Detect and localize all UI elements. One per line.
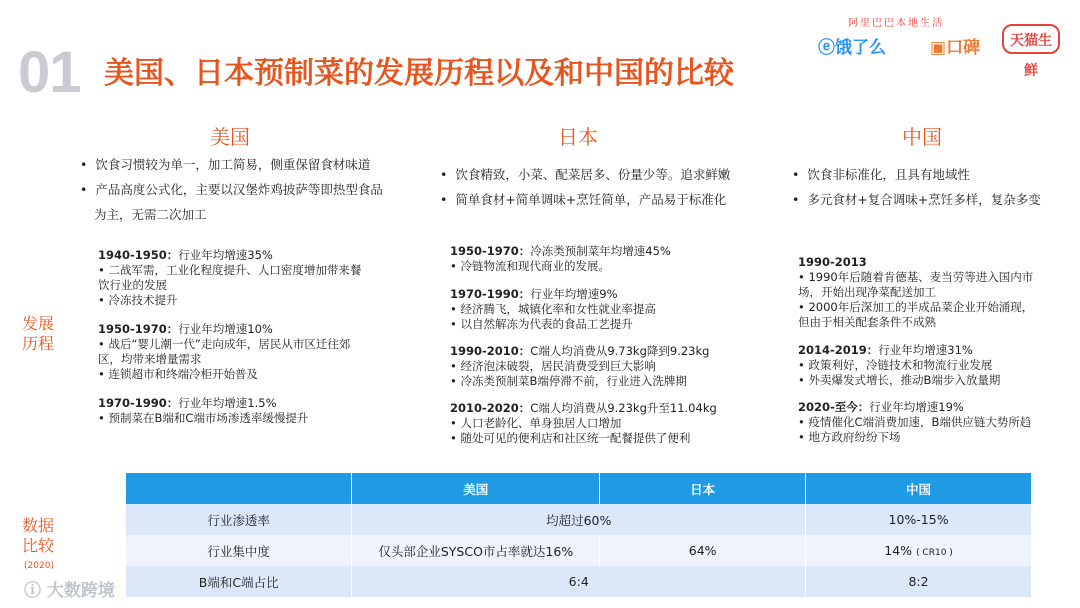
table-header-cell <box>126 473 352 504</box>
timeline-block: 1950-1970：行业年均增速10% • 战后“婴儿潮一代”走向成年，居民从市区迁往郊 区，均带来增量需求 • 连锁超市和终端冷柜开始普及 <box>98 322 351 381</box>
side-label-history: 发展历程 <box>22 314 55 353</box>
eleme-logo <box>818 33 886 58</box>
tmall-fresh-logo: 天猫生鲜 <box>1002 24 1060 54</box>
eleme-icon: ⓔ <box>818 38 835 58</box>
column-header-jp: 日本 <box>558 125 598 149</box>
table-row <box>126 535 1032 566</box>
us-timeline <box>98 248 361 435</box>
table-row <box>126 566 1032 597</box>
table-header-cell: 中国 <box>806 473 1032 504</box>
table-cell: 64% <box>600 535 806 566</box>
timeline-block: 1970-1990：行业年均增速1.5% • 预制菜在B端和C端市场渗透率缓慢提升 <box>98 396 309 425</box>
timeline-block: 1950-1970：冷冻类预制菜年均增速45% • 冷链物流和现代商业的发展。 <box>450 244 671 273</box>
table-header-row <box>126 473 1032 504</box>
row-label: 行业渗透率 <box>126 504 352 535</box>
timeline-block: 1990-2013 • 1990年后随着肯德基、麦当劳等进入国内市 场，开始出现净菜配送加工 • 2000年后深加工的半成品菜企业开始涌现， 但由于相关配套条件不成熟 <box>798 255 1034 329</box>
table-cell: 8:2 <box>806 566 1032 597</box>
table-cell: 仅头部企业SYSCO市占率就达16% <box>352 535 600 566</box>
side-label-year: (2020) <box>24 561 54 571</box>
watermark-icon: ⓘ <box>24 581 41 601</box>
us-bullets <box>80 152 383 227</box>
list-item: • 饮食习惯较为单一，加工简易，侧重保留食材味道 <box>80 157 371 172</box>
list-item: • 简单食材+简单调味+烹饪简单，产品易于标准化 <box>440 192 727 207</box>
table-header-cell: 美国 <box>352 473 600 504</box>
timeline-block: 2020-至今：行业年均增速19% • 疫情催化C端消费加速，B端供应链大势所趋 • 地方政府纷纷下场 <box>798 400 1032 444</box>
row-label: 行业集中度 <box>126 535 352 566</box>
timeline-block: 1940-1950：行业年均增速35% • 二战军需，工业化程度提升、人口密度增加带来餐 饮行业的发展 • 冷冻技术提升 <box>98 248 362 307</box>
section-number: 01 <box>18 40 81 105</box>
page-title: 美国、日本预制菜的发展历程以及和中国的比较 <box>104 56 734 91</box>
cn-note: ( CR10 ) <box>916 548 953 558</box>
eleme-text: 饿了么 <box>835 38 886 58</box>
list-item: • 饮食精致，小菜、配菜居多、份量少等。追求鲜嫩 <box>440 167 731 182</box>
list-item: 为主，无需二次加工 <box>94 207 207 222</box>
table-cell: 10%-15% <box>806 504 1032 535</box>
table-cell: 14% ( CR10 ) <box>806 535 1032 566</box>
cn-bullets <box>792 162 1041 212</box>
koubei-logo <box>930 33 980 58</box>
jp-timeline <box>450 244 717 455</box>
alibaba-slogan: 阿里巴巴本地生活 <box>848 18 944 29</box>
timeline-block: 2014-2019：行业年均增速31% • 政策利好，冷链技术和物流行业发展 • 外卖爆发式增长，推动B端步入放量期 <box>798 343 1001 387</box>
koubei-text: 口碑 <box>946 38 981 58</box>
timeline-block: 1970-1990：行业年均增速9% • 经济腾飞，城镇化率和女性就业率提高 • 以自然解冻为代表的食品工艺提升 <box>450 287 656 331</box>
side-label-compare: 数据比较 (2020) <box>22 516 56 576</box>
list-item: • 饮食非标准化，且具有地域性 <box>792 167 970 182</box>
watermark <box>24 576 115 601</box>
watermark-text: 大数跨境 <box>46 581 115 601</box>
table-cell: 6:4 <box>352 566 806 597</box>
table-header-cell: 日本 <box>600 473 806 504</box>
column-header-us: 美国 <box>210 125 250 149</box>
list-item: • 产品高度公式化，主要以汉堡炸鸡披萨等即热型食品 <box>80 182 383 197</box>
list-item: • 多元食材+复合调味+烹饪多样，复杂多变 <box>792 192 1041 207</box>
comparison-table <box>126 473 1032 597</box>
table-cell: 均超过60% <box>352 504 806 535</box>
table-row <box>126 504 1032 535</box>
cn-timeline <box>798 255 1033 454</box>
jp-bullets <box>440 162 730 212</box>
koubei-icon: ▣ <box>930 38 947 58</box>
timeline-block: 1990-2010：C端人均消费从9.73kg降到9.23kg • 经济泡沫破裂，居民消费受到巨大影响 • 冷冻类预制菜B端停滞不前，行业进入洗牌期 <box>450 344 710 388</box>
timeline-block: 2010-2020：C端人均消费从9.23kg升至11.04kg • 人口老龄化、单身独居人口增加 • 随处可见的便利店和社区统一配餐提供了便利 <box>450 401 717 445</box>
row-label: B端和C端占比 <box>126 566 352 597</box>
column-header-cn: 中国 <box>902 125 942 149</box>
